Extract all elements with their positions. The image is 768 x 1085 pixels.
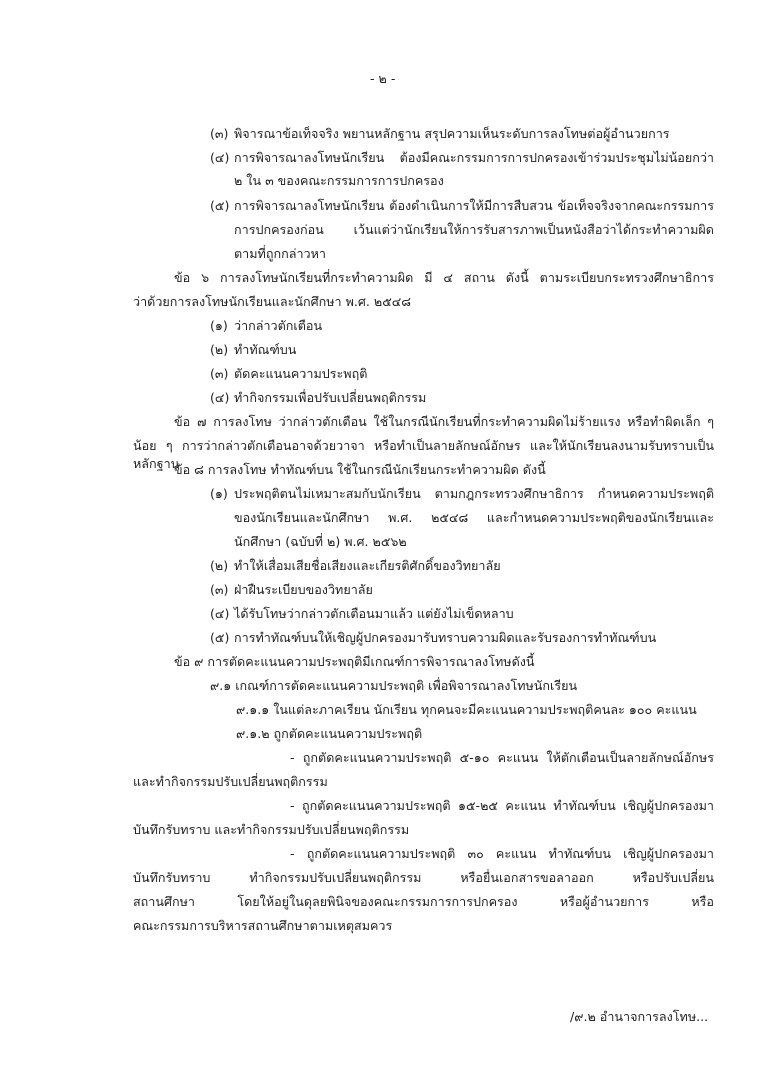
clause-9-1: ๙.๑ เกณฑ์การตัดคะแนนความประพฤติ เพื่อพิจารณาลงโทษนักเรียน — [210, 678, 578, 693]
clause-8-item: นักศึกษา (ฉบับที่ ๒) พ.ศ. ๒๕๖๒ — [234, 534, 407, 549]
clause-8-item-number: (๑) — [210, 486, 228, 501]
procedure-number: (๓) — [210, 126, 229, 141]
procedure-text: ตามที่ถูกกล่าวหา — [234, 246, 326, 261]
procedure-text: การปกครองก่อน เว้นแต่ว่านักเรียนให้การรับสารภาพเป็นหนังสือว่าได้กระทำความผิด — [234, 222, 714, 237]
clause-6-item: ทำกิจกรรมเพื่อปรับเปลี่ยนพฤติกรรม — [234, 390, 427, 405]
clause-8-heading: ข้อ ๘ การลงโทษ ทำทัณฑ์บน ใช้ในกรณีนักเรียนกระทำความผิด ดังนี้ — [174, 462, 546, 477]
clause-6-text: ว่าด้วยการลงโทษนักเรียนและนักศึกษา พ.ศ. ๒๕๔๘ — [133, 294, 411, 309]
clause-6-heading: ข้อ ๖ การลงโทษนักเรียนที่กระทำความผิด มี ๔ สถาน ดังนี้ ตามระเบียบกระทรวงศึกษาธิการ — [174, 270, 714, 285]
clause-6-item: ตัดคะแนนความประพฤติ — [234, 366, 368, 381]
clause-7-text: น้อย ๆ การว่ากล่าวตักเตือนอาจด้วยวาจา หรือทำเป็นลายลักษณ์อักษร และให้นักเรียนลงนามรับทราบเป็นหลักฐาน — [133, 438, 714, 471]
deduction-bullet-text: และทำกิจกรรมปรับเปลี่ยนพฤติกรรม — [133, 774, 328, 789]
procedure-number: (๔) — [210, 150, 230, 165]
deduction-bullet: - ถูกตัดคะแนนความประพฤติ ๑๕-๒๕ คะแนน ทำทัณฑ์บน เชิญผู้ปกครองมา — [290, 798, 714, 813]
clause-7-heading: ข้อ ๗ การลงโทษ ว่ากล่าวตักเตือน ใช้ในกรณีนักเรียนที่กระทำความผิดไม่ร้ายแรง หรือทำผิดเล็ก ๆ — [174, 414, 714, 429]
page-number: - ๒ - — [370, 71, 396, 86]
clause-6-item-number: (๓) — [210, 366, 229, 381]
clause-8-item: ฝ่าฝืนระเบียบของวิทยาลัย — [234, 582, 373, 597]
clause-8-item: ของนักเรียนและนักศึกษา พ.ศ. ๒๕๔๘ และกำหนดความประพฤติของนักเรียนและ — [234, 510, 714, 525]
procedure-text: ๒ ใน ๓ ของคณะกรรมการการปกครอง — [234, 173, 444, 188]
deduction-bullet-text: บันทึกรับทราบ ทำกิจกรรมปรับเปลี่ยนพฤติกรรม หรือยื่นเอกสารขอลาออก หรือปรับเปลี่ยน — [133, 870, 714, 885]
deduction-bullet-text: บันทึกรับทราบ และทำกิจกรรมปรับเปลี่ยนพฤติกรรม — [133, 822, 410, 837]
clause-8-item: ประพฤติตนไม่เหมาะสมกับนักเรียน ตามกฎกระทรวงศึกษาธิการ กำหนดความประพฤติ — [234, 486, 714, 501]
clause-6-item-number: (๔) — [210, 390, 230, 405]
deduction-bullet-text: สถานศึกษา โดยให้อยู่ในดุลยพินิจของคณะกรรมการการปกครอง หรือผู้อำนวยการ หรือ — [133, 894, 714, 909]
clause-9-1-2: ๙.๑.๒ ถูกตัดคะแนนความประพฤติ — [236, 726, 423, 741]
deduction-bullet-text: คณะกรรมการบริหารสถานศึกษาตามเหตุสมควร — [133, 918, 393, 933]
clause-6-item: ทำทัณฑ์บน — [234, 342, 297, 357]
deduction-bullet: - ถูกตัดคะแนนความประพฤติ ๓๐ คะแนน ทำทัณฑ์บน เชิญผู้ปกครองมา — [290, 846, 714, 861]
procedure-text: การพิจารณาลงโทษนักเรียน ต้องดำเนินการให้มีการสืบสวน ข้อเท็จจริงจากคณะกรรมการ — [234, 198, 714, 213]
clause-9-1-1: ๙.๑.๑ ในแต่ละภาคเรียน นักเรียน ทุกคนจะมีคะแนนความประพฤติคนละ ๑๐๐ คะแนน — [236, 702, 697, 717]
clause-8-item-number: (๔) — [210, 606, 230, 621]
clause-8-item: ทำให้เสื่อมเสียชื่อเสียงและเกียรติศักดิ์ของวิทยาลัย — [234, 558, 501, 573]
clause-8-item-number: (๓) — [210, 582, 229, 597]
clause-8-item-number: (๒) — [210, 558, 229, 573]
clause-8-item: ได้รับโทษว่ากล่าวตักเตือนมาแล้ว แต่ยังไม่เข็ดหลาบ — [234, 606, 514, 621]
clause-6-item: ว่ากล่าวตักเตือน — [234, 318, 323, 333]
procedure-text: การพิจารณาลงโทษนักเรียน ต้องมีคณะกรรมการการปกครองเข้าร่วมประชุมไม่น้อยกว่า — [234, 150, 714, 165]
clause-6-item-number: (๒) — [210, 342, 229, 357]
clause-8-item-number: (๕) — [210, 630, 230, 645]
deduction-bullet: - ถูกตัดคะแนนความประพฤติ ๕-๑๐ คะแนน ให้ตักเตือนเป็นลายลักษณ์อักษร — [290, 750, 714, 765]
procedure-text: พิจารณาข้อเท็จจริง พยานหลักฐาน สรุปความเห็นระดับการลงโทษต่อผู้อำนวยการ — [234, 126, 670, 141]
procedure-number: (๕) — [210, 198, 230, 213]
clause-6-item-number: (๑) — [210, 318, 228, 333]
page-continuation: /๙.๒ อำนาจการลงโทษ... — [570, 1009, 709, 1024]
clause-9-heading: ข้อ ๙ การตัดคะแนนความประพฤติมีเกณฑ์การพิจารณาลงโทษดังนี้ — [174, 654, 535, 669]
clause-8-item: การทำทัณฑ์บนให้เชิญผู้ปกครองมารับทราบความผิดและรับรองการทำทัณฑ์บน — [234, 630, 657, 645]
